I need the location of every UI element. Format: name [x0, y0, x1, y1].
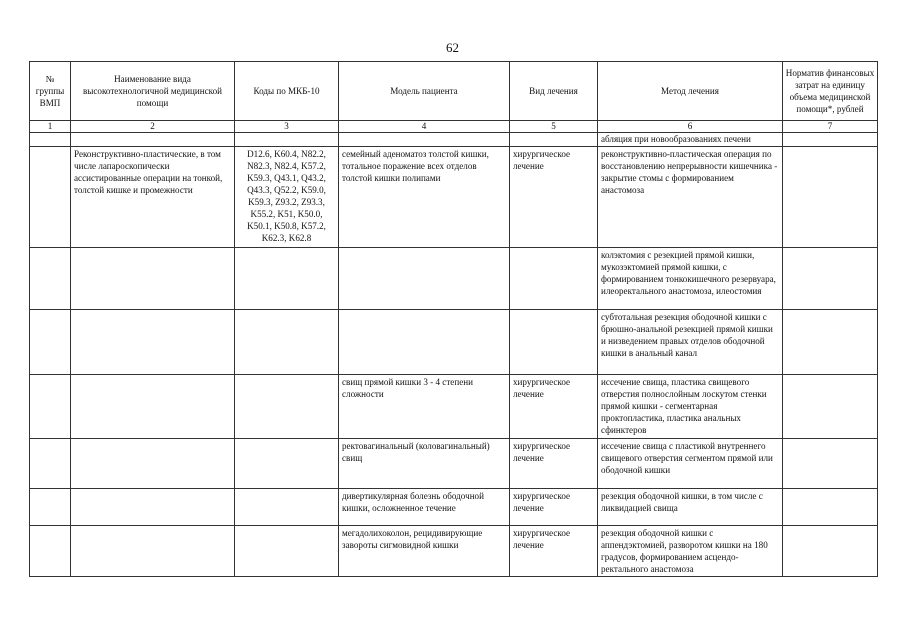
patient-model: свищ прямой кишки 3 - 4 степени сложности — [339, 375, 510, 439]
patient-model: ректовагинальный (коловагинальный) свищ — [339, 439, 510, 489]
treatment-type: хирургическое лечение — [510, 526, 598, 577]
page-number: 62 — [446, 40, 459, 55]
treatment-method: резекция ободочной кишки, в том числе с ликвидацией свища — [598, 489, 783, 526]
column-number: 4 — [339, 121, 510, 133]
table-row — [30, 439, 878, 489]
icd-codes: D12.6, K60.4, N82.2, N82.3, N82.4, K57.2, K59.3, Q43.1, Q43.2, Q43.3, Q52.2, K59.0, K59.3, Z93.2, Z93.3, K55.2, K51, K50.0, K50.1, K50.8, K57.2, K62.3, K62.8 — [235, 147, 339, 248]
header-cost-standard: Норматив финансовых затрат на единицу объема медицинской помощи*, рублей — [783, 62, 878, 121]
treatment-method: реконструктивно-пластическая операция по восстановлению непрерывности кишечника - закрытие стомы с формированием анастомоза — [598, 147, 783, 248]
table-row — [30, 133, 878, 147]
care-type-name: Реконструктивно-пластические, в том числе лапароскопически ассистированные операции на тонкой, толстой кишке и промежности — [71, 147, 235, 248]
treatment-method: иссечение свища, пластика свищевого отверстия полнослойным лоскутом стенки прямой кишки - сегментарная проктопластика, пластика анальных сфинктеров — [598, 375, 783, 439]
column-number: 1 — [30, 121, 71, 133]
column-number: 6 — [598, 121, 783, 133]
table-row — [30, 526, 878, 577]
treatment-method: колэктомия с резекцией прямой кишки, мукозэктомией прямой кишки, с формированием тонкокишечного резервуара, илеоректального анастомоза, илеостомия — [598, 248, 783, 310]
header-treatment-type: Вид лечения — [510, 62, 598, 121]
column-number: 5 — [510, 121, 598, 133]
table-row — [30, 147, 878, 248]
table-row — [30, 248, 878, 310]
treatment-method: абляция при новообразованиях печени — [598, 133, 783, 147]
treatment-method: резекция ободочной кишки с аппендэктомией, разворотом кишки на 180 градусов, формированием асцендо-ректального анастомоза — [598, 526, 783, 577]
table-row — [30, 310, 878, 375]
patient-model: мегадолихоколон, рецидивирующие завороты сигмовидной кишки — [339, 526, 510, 577]
header-icd-codes: Коды по МКБ-10 — [235, 62, 339, 121]
vmp-table — [29, 61, 878, 577]
header-treatment-method: Метод лечения — [598, 62, 783, 121]
treatment-method: иссечение свища с пластикой внутреннего свищевого отверстия сегментом прямой или ободочной кишки — [598, 439, 783, 489]
table-row — [30, 375, 878, 439]
treatment-type: хирургическое лечение — [510, 375, 598, 439]
patient-model: семейный аденоматоз толстой кишки, тотальное поражение всех отделов толстой кишки полипами — [339, 147, 510, 248]
header-row — [30, 62, 878, 121]
treatment-method: субтотальная резекция ободочной кишки с брюшно-анальной резекцией прямой кишки и низведением правых отделов ободочной кишки в анальный канал — [598, 310, 783, 375]
column-number: 2 — [71, 121, 235, 133]
column-number: 3 — [235, 121, 339, 133]
header-care-type: Наименование вида высокотехнологичной медицинской помощи — [71, 62, 235, 121]
treatment-type: хирургическое лечение — [510, 489, 598, 526]
treatment-type: хирургическое лечение — [510, 147, 598, 248]
patient-model: дивертикулярная болезнь ободочной кишки, осложненное течение — [339, 489, 510, 526]
header-group-number: № группы ВМП — [30, 62, 71, 121]
column-number-row — [30, 121, 878, 133]
column-number: 7 — [783, 121, 878, 133]
treatment-type: хирургическое лечение — [510, 439, 598, 489]
table-row — [30, 489, 878, 526]
header-patient-model: Модель пациента — [339, 62, 510, 121]
